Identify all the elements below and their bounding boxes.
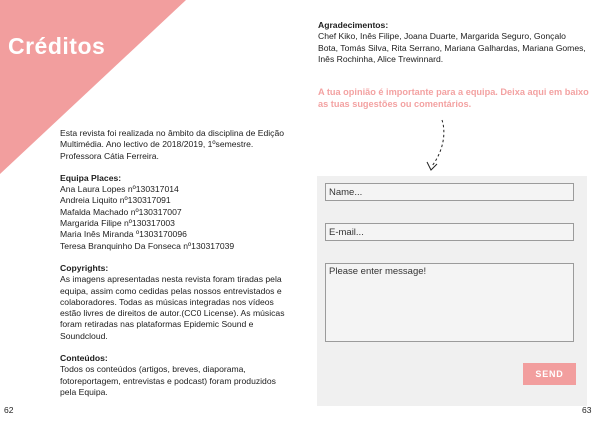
name-input[interactable] bbox=[325, 183, 574, 201]
email-input[interactable] bbox=[325, 223, 574, 241]
page-number-right: 63 bbox=[582, 405, 592, 415]
acknowledgements-block bbox=[318, 20, 588, 65]
feedback-prompt: A tua opinião é importante para a equipa. Deixa aqui em baixo as tuas sugestões ou comentários. bbox=[318, 87, 589, 109]
conteudos-text: Todos os conteúdos (artigos, breves, diaporama, fotoreportagem, entrevistas e podcast) foram produzidos pela Equipa. bbox=[60, 364, 276, 397]
team-member: Ana Laura Lopes nº130317014 bbox=[60, 184, 179, 195]
agradecimentos-heading: Agradecimentos: bbox=[318, 20, 389, 30]
team-member: Margarida Filipe nº130317003 bbox=[60, 218, 175, 229]
page-number-left: 62 bbox=[4, 405, 14, 415]
intro-text: Esta revista foi realizada no âmbito da disciplina de Edição Multimédia. Ano lectivo de 2018/2019, 1ºsemestre. Professora Cátia Ferreira. bbox=[60, 128, 285, 161]
feedback-form bbox=[317, 176, 587, 406]
team-member: Maria Inês Miranda º1303170096 bbox=[60, 229, 187, 240]
message-textarea[interactable] bbox=[325, 263, 574, 342]
dashed-arrow-icon bbox=[420, 118, 450, 176]
team-member: Mafalda Machado nº130317007 bbox=[60, 206, 182, 217]
equipa-heading: Equipa Places: bbox=[60, 172, 122, 183]
send-button[interactable]: SEND bbox=[523, 363, 576, 385]
agradecimentos-text: Chef Kiko, Inês Filipe, Joana Duarte, Margarida Seguro, Gonçalo Bota, Tomás Silva, Rita Serrano, Mariana Galhardas, Mariana Gomes, Inês Rochinha, Alice Trewinnard. bbox=[318, 31, 586, 64]
copyrights-text: As imagens apresentadas nesta revista foram tiradas pela equipa, assim como cedidas pelas nossos entrevistados e colaboradores. Todas as músicas integradas nos vídeos estão livres de direitos de autor.(CC0 License). As músicas foram retiradas nas plataformas Epidemic Sound e Soundcloud. bbox=[60, 274, 285, 341]
page-title: Créditos bbox=[8, 33, 106, 59]
team-member: Teresa Branquinho Da Fonseca nº130317039 bbox=[60, 240, 235, 251]
credits-column bbox=[60, 128, 292, 398]
conteudos-heading: Conteúdos: bbox=[60, 353, 108, 364]
copyrights-heading: Copyrights: bbox=[60, 262, 109, 273]
team-member: Andreia Liquito nº130317091 bbox=[60, 195, 171, 206]
